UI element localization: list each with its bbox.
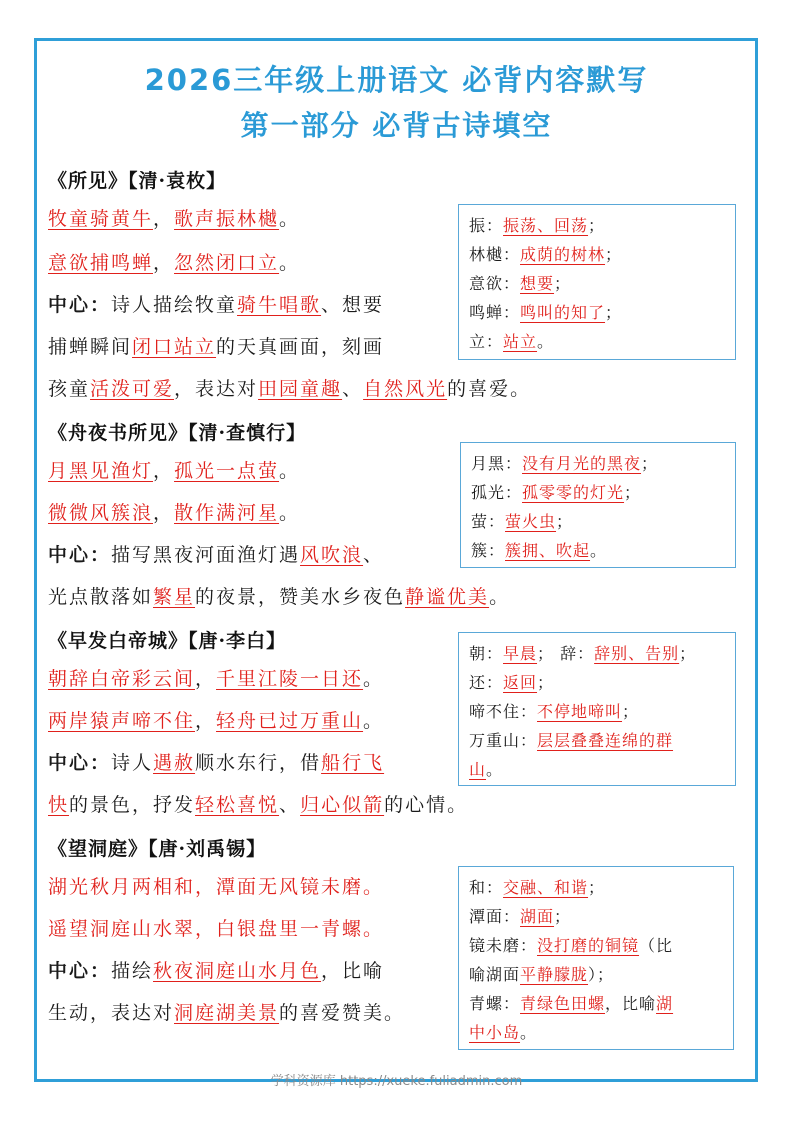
- poem2-glossary-box: [460, 442, 736, 568]
- glossary-item: 喻湖面平静朦胧）；: [469, 965, 615, 984]
- poem3-glossary-box: [458, 632, 736, 786]
- poem3-center-line1: 中心：诗人遇赦顺水东行，借船行飞: [48, 752, 385, 774]
- glossary-item: 振：振荡、回荡；: [469, 216, 606, 235]
- poem1-glossary-box: [458, 204, 736, 360]
- glossary-item: 中小岛。: [469, 1023, 538, 1042]
- glossary-item: 镜未磨：没打磨的铜镜（比: [469, 936, 674, 955]
- poem1-center-line2: 捕蝉瞬间闭口站立的天真画面，刻画: [48, 336, 385, 358]
- footer-watermark: 学科资源库 https://xueke.fuliadmin.com: [270, 1074, 523, 1089]
- poem3-title: 《早发白帝城》【唐·李白】: [48, 630, 287, 652]
- glossary-item: 月黑：没有月光的黑夜；: [471, 454, 659, 473]
- poem1-line1: 牧童骑黄牛，歌声振林樾。: [48, 208, 301, 230]
- glossary-item: 林樾：成荫的树林；: [469, 245, 623, 264]
- poem1-line2: 意欲捕鸣蝉，忽然闭口立。: [48, 252, 301, 274]
- poem4-line1: 湖光秋月两相和，潭面无风镜未磨。: [48, 876, 385, 898]
- poem4-glossary-box: [458, 866, 734, 1050]
- glossary-item: 簇：簇拥、吹起。: [471, 541, 608, 560]
- glossary-item: 立：站立。: [469, 332, 555, 351]
- poem2-line1: 月黑见渔灯，孤光一点萤。: [48, 460, 301, 482]
- glossary-item: 萤：萤火虫；: [471, 512, 574, 531]
- poem1-center-line3: 孩童活泼可爱，表达对田园童趣、自然风光的喜爱。: [48, 378, 532, 400]
- glossary-item: 青螺：青绿色田螺，比喻湖: [469, 994, 674, 1013]
- page-subtitle: 第一部分 必背古诗填空: [240, 109, 553, 142]
- glossary-item: 孤光：孤零零的灯光；: [471, 483, 642, 502]
- poem4-title: 《望洞庭》【唐·刘禹锡】: [48, 838, 267, 860]
- glossary-item: 朝：早晨； 辞：辞别、告别；: [469, 644, 697, 663]
- glossary-item: 和：交融、和谐；: [469, 878, 606, 897]
- poem3-center-line2: 快的景色，抒发轻松喜悦、归心似箭的心情。: [48, 794, 469, 816]
- poem3-line1: 朝辞白帝彩云间，千里江陵一日还。: [48, 668, 385, 690]
- poem2-center-line2: 光点散落如繁星的夜景，赞美水乡夜色静谧优美。: [48, 586, 511, 608]
- poem2-center-line1: 中心：描写黑夜河面渔灯遇风吹浪、: [48, 544, 385, 566]
- poem4-center-line2: 生动，表达对洞庭湖美景的喜爱赞美。: [48, 1002, 406, 1024]
- page-title: 2026三年级上册语文 必背内容默写: [144, 63, 649, 97]
- poem2-line2: 微微风簇浪，散作满河星。: [48, 502, 301, 524]
- poem4-center-line1: 中心：描绘秋夜洞庭山水月色，比喻: [48, 960, 385, 982]
- glossary-item: 意欲：想要；: [469, 274, 572, 293]
- glossary-item: 还：返回；: [469, 673, 555, 692]
- poem4-line2: 遥望洞庭山水翠，白银盘里一青螺。: [48, 918, 385, 940]
- glossary-item: 山。: [469, 760, 504, 779]
- poem3-line2: 两岸猿声啼不住，轻舟已过万重山。: [48, 710, 385, 732]
- glossary-item: 鸣蝉：鸣叫的知了；: [469, 303, 623, 322]
- poem1-center-line1: 中心：诗人描绘牧童骑牛唱歌、想要: [48, 294, 385, 316]
- poem2-title: 《舟夜书所见》【清·查慎行】: [48, 422, 307, 444]
- glossary-item: 啼不住：不停地啼叫；: [469, 702, 640, 721]
- glossary-item: 万重山：层层叠叠连绵的群: [469, 731, 674, 750]
- poem1-title: 《所见》【清·袁枚】: [48, 170, 227, 192]
- glossary-item: 潭面：湖面；: [469, 907, 572, 926]
